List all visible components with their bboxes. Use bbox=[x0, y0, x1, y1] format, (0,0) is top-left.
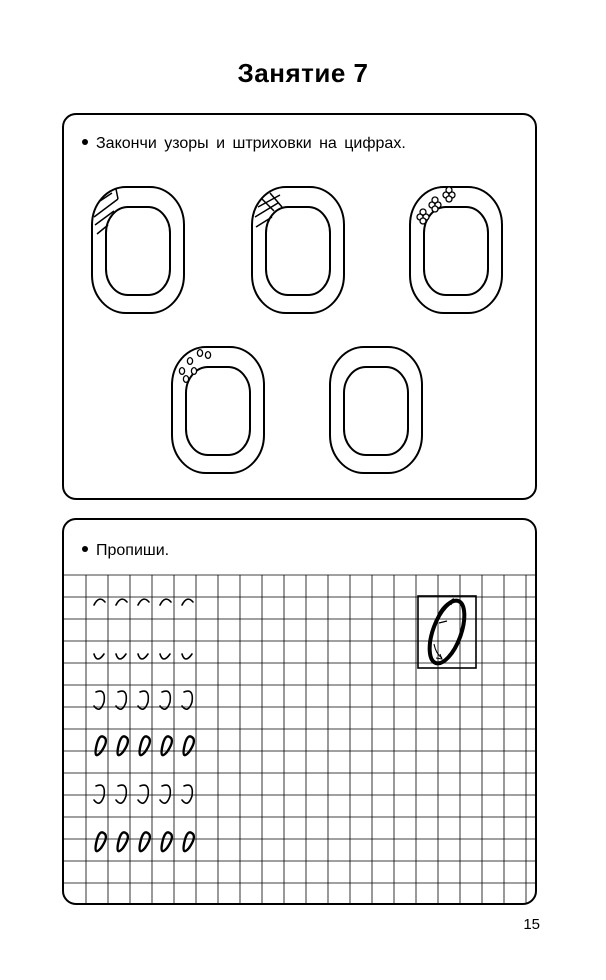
tracing-stroke bbox=[94, 785, 104, 803]
tracing-stroke bbox=[182, 654, 192, 659]
page-number: 15 bbox=[523, 916, 540, 933]
tracing-stroke bbox=[182, 691, 192, 709]
tracing-stroke bbox=[184, 736, 194, 755]
zero-outline-3 bbox=[410, 187, 502, 313]
exercise-copybook bbox=[62, 518, 537, 905]
tracing-stroke bbox=[116, 654, 126, 659]
exercise-patterns bbox=[62, 113, 537, 500]
instruction-copybook-text: Пропиши. bbox=[96, 542, 170, 559]
page-title: Занятие 7 bbox=[237, 58, 369, 88]
tracing-stroke bbox=[160, 599, 171, 605]
copybook-grid bbox=[64, 520, 535, 903]
zero-outline-2 bbox=[252, 187, 344, 313]
tracing-stroke bbox=[160, 785, 170, 803]
tracing-stroke bbox=[116, 599, 127, 605]
tracing-stroke bbox=[140, 736, 150, 755]
tracing-stroke bbox=[160, 654, 170, 659]
tracing-stroke bbox=[160, 691, 170, 709]
tracing-stroke bbox=[116, 785, 126, 803]
tracing-stroke bbox=[94, 654, 104, 659]
tracing-stroke bbox=[116, 691, 126, 709]
tracing-stroke bbox=[96, 736, 106, 755]
tracing-stroke bbox=[138, 654, 148, 659]
tracing-stroke bbox=[162, 832, 172, 851]
zero-outline-4 bbox=[172, 347, 264, 473]
tracing-stroke bbox=[184, 832, 194, 851]
zero-outline-5 bbox=[330, 347, 422, 473]
zero-outline-1 bbox=[92, 187, 184, 313]
tracing-stroke bbox=[118, 832, 128, 851]
tracing-stroke bbox=[162, 736, 172, 755]
tracing-stroke bbox=[118, 736, 128, 755]
tracing-stroke bbox=[94, 599, 105, 605]
zeros-illustration bbox=[64, 115, 535, 498]
tracing-stroke bbox=[96, 832, 106, 851]
tracing-stroke bbox=[138, 691, 148, 709]
tracing-stroke bbox=[182, 785, 192, 803]
tracing-stroke bbox=[140, 832, 150, 851]
instruction-patterns-text: Закончи узоры и штриховки на цифрах. bbox=[96, 135, 406, 152]
sample-zero bbox=[418, 596, 476, 668]
tracing-stroke bbox=[138, 599, 149, 605]
tracing-stroke bbox=[94, 691, 104, 709]
tracing-stroke bbox=[182, 599, 193, 605]
tracing-stroke bbox=[138, 785, 148, 803]
